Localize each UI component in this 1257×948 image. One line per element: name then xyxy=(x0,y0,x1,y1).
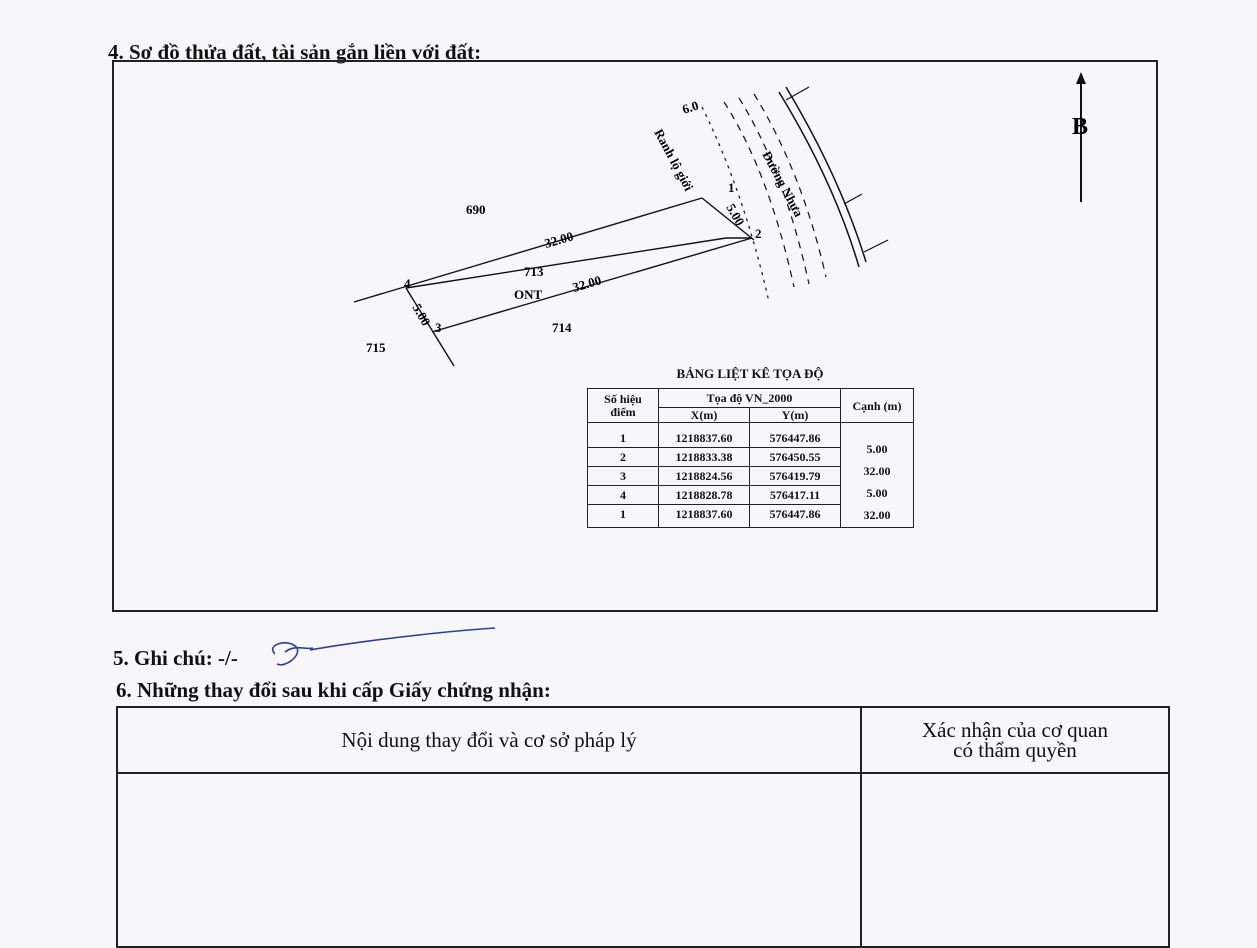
edge-east-label: 5.00 xyxy=(723,201,748,229)
section-6-title: 6. Những thay đổi sau khi cấp Giấy chứng nhận: xyxy=(116,678,551,702)
coordinate-table xyxy=(587,388,914,528)
col-content-header: Nội dung thay đổi và cơ sở pháp lý xyxy=(117,707,861,773)
section-5-title: 5. Ghi chú: -/- xyxy=(113,646,238,670)
table-row: 4 1218828.78 576417.11 xyxy=(588,486,914,505)
content-cell xyxy=(117,773,861,947)
point-3-label: 3 xyxy=(435,320,442,335)
north-label: B xyxy=(1072,114,1089,140)
edge-west-label: 5.00 xyxy=(409,301,434,329)
parcel-boundary xyxy=(354,198,754,366)
changes-table xyxy=(116,706,1170,948)
table-row: 1 1218837.60 576447.86 xyxy=(588,505,914,528)
boundary-label: Ranh lộ giới xyxy=(651,126,697,194)
edge-top-label: 32.00 xyxy=(542,228,575,251)
col-point-header: Số hiệu điểm xyxy=(588,389,659,423)
edge-values-cell: 5.00 32.00 5.00 32.00 xyxy=(841,423,914,528)
col-edge-header: Cạnh (m) xyxy=(841,389,914,423)
col-coord-group-header: Tọa độ VN_2000 xyxy=(659,389,841,408)
parcel-type-label: ONT xyxy=(514,287,543,302)
parcel-690-label: 690 xyxy=(466,202,486,217)
point-1-label: 1 xyxy=(728,180,735,195)
road-name-label: Đường Nhựa xyxy=(759,148,807,220)
table-row: 2 1218833.38 576450.55 xyxy=(588,448,914,467)
signature-scribble xyxy=(255,624,505,674)
parcel-715-label: 715 xyxy=(366,340,386,355)
col-x-header: X(m) xyxy=(659,408,750,423)
road-width-label: 6.0 xyxy=(680,97,701,117)
section-4-title: 4. Sơ đồ thửa đất, tài sản gắn liền với đất: xyxy=(108,40,482,64)
table-row: 3 1218824.56 576419.79 xyxy=(588,467,914,486)
point-2-label: 2 xyxy=(755,226,762,241)
parcel-713-label: 713 xyxy=(524,264,544,279)
col-y-header: Y(m) xyxy=(750,408,841,423)
point-4-label: 4 xyxy=(404,276,411,291)
coord-table-title: BẢNG LIỆT KÊ TỌA ĐỘ xyxy=(676,366,824,381)
col-confirm-header: Xác nhận của cơ quan có thẩm quyền xyxy=(861,707,1169,773)
edge-bottom-label: 32.00 xyxy=(570,272,603,295)
table-row: 1 1218837.60 576447.86 5.00 32.00 5.00 32.00 xyxy=(588,423,914,448)
parcel-map-frame xyxy=(112,60,1158,612)
confirm-cell xyxy=(861,773,1169,947)
parcel-714-label: 714 xyxy=(552,320,572,335)
